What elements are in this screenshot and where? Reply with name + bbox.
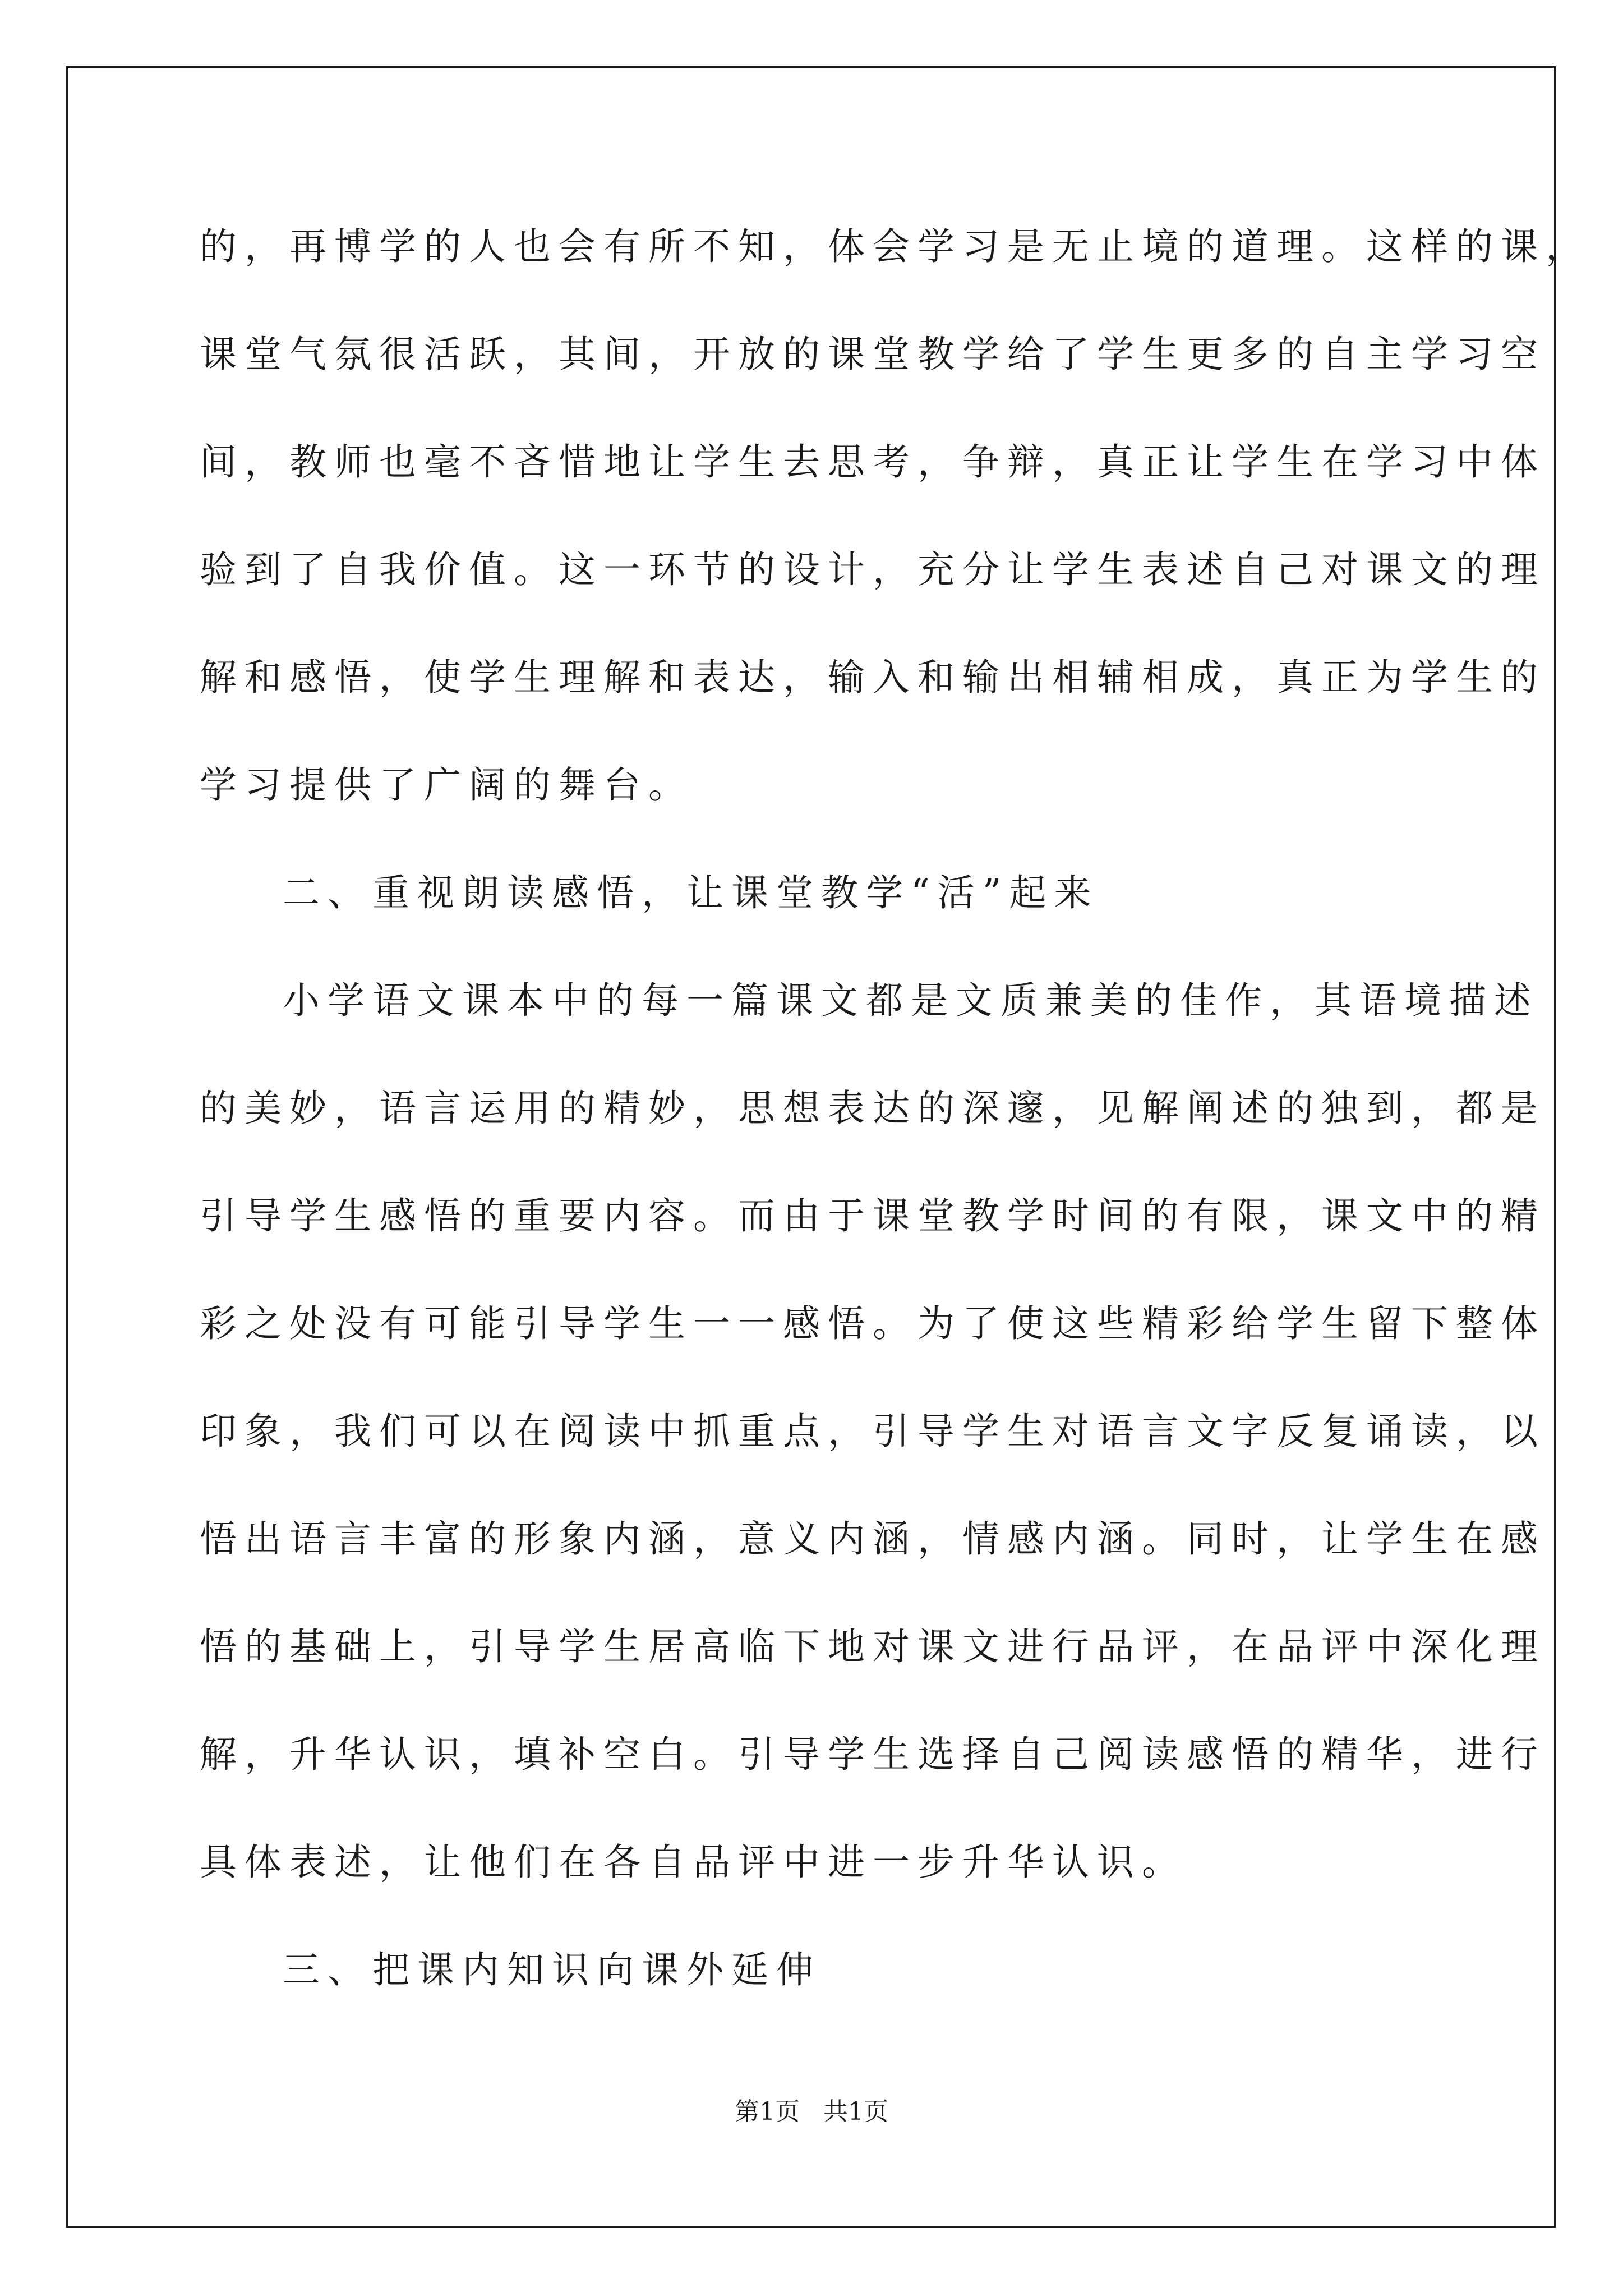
text-line: 印象，我们可以在阅读中抓重点，引导学生对语言文字反复诵读，以 (200, 1410, 1546, 1453)
text-line: 解和感悟，使学生理解和表达，输入和输出相辅相成，真正为学生的 (200, 656, 1546, 699)
text-line: 验到了自我价值。这一环节的设计，充分让学生表述自己对课文的理 (200, 548, 1546, 591)
text-line: 悟出语言丰富的形象内涵，意义内涵，情感内涵。同时，让学生在感 (200, 1517, 1546, 1561)
text-line: 间，教师也毫不吝惜地让学生去思考，争辩，真正让学生在学习中体 (200, 440, 1546, 484)
text-line: 小学语文课本中的每一篇课文都是文质兼美的佳作，其语境描述 (283, 979, 1539, 1022)
section-heading: 二、重视朗读感悟，让课堂教学“活”起来 (283, 871, 1099, 914)
text-line: 学习提供了广阔的舞台。 (200, 763, 693, 807)
page-footer: 第1页 共1页 (735, 2097, 888, 2126)
text-line: 的，再博学的人也会有所不知，体会学习是无止境的道理。这样的课， (200, 225, 1590, 268)
text-line: 课堂气氛很活跃，其间，开放的课堂教学给了学生更多的自主学习空 (200, 333, 1546, 376)
text-line: 引导学生感悟的重要内容。而由于课堂教学时间的有限，课文中的精 (200, 1194, 1546, 1237)
text-line: 具体表述，让他们在各自品评中进一步升华认识。 (200, 1841, 1187, 1884)
text-line: 彩之处没有可能引导学生一一感悟。为了使这些精彩给学生留下整体 (200, 1302, 1546, 1345)
section-heading: 三、把课内知识向课外延伸 (283, 1948, 821, 1991)
text-line: 的美妙，语言运用的精妙，思想表达的深邃，见解阐述的独到，都是 (200, 1087, 1546, 1130)
document-body (200, 208, 1590, 2039)
text-line: 悟的基础上，引导学生居高临下地对课文进行品评，在品评中深化理 (200, 1625, 1546, 1668)
text-line: 解，升华认识，填补空白。引导学生选择自己阅读感悟的精华，进行 (200, 1733, 1546, 1776)
